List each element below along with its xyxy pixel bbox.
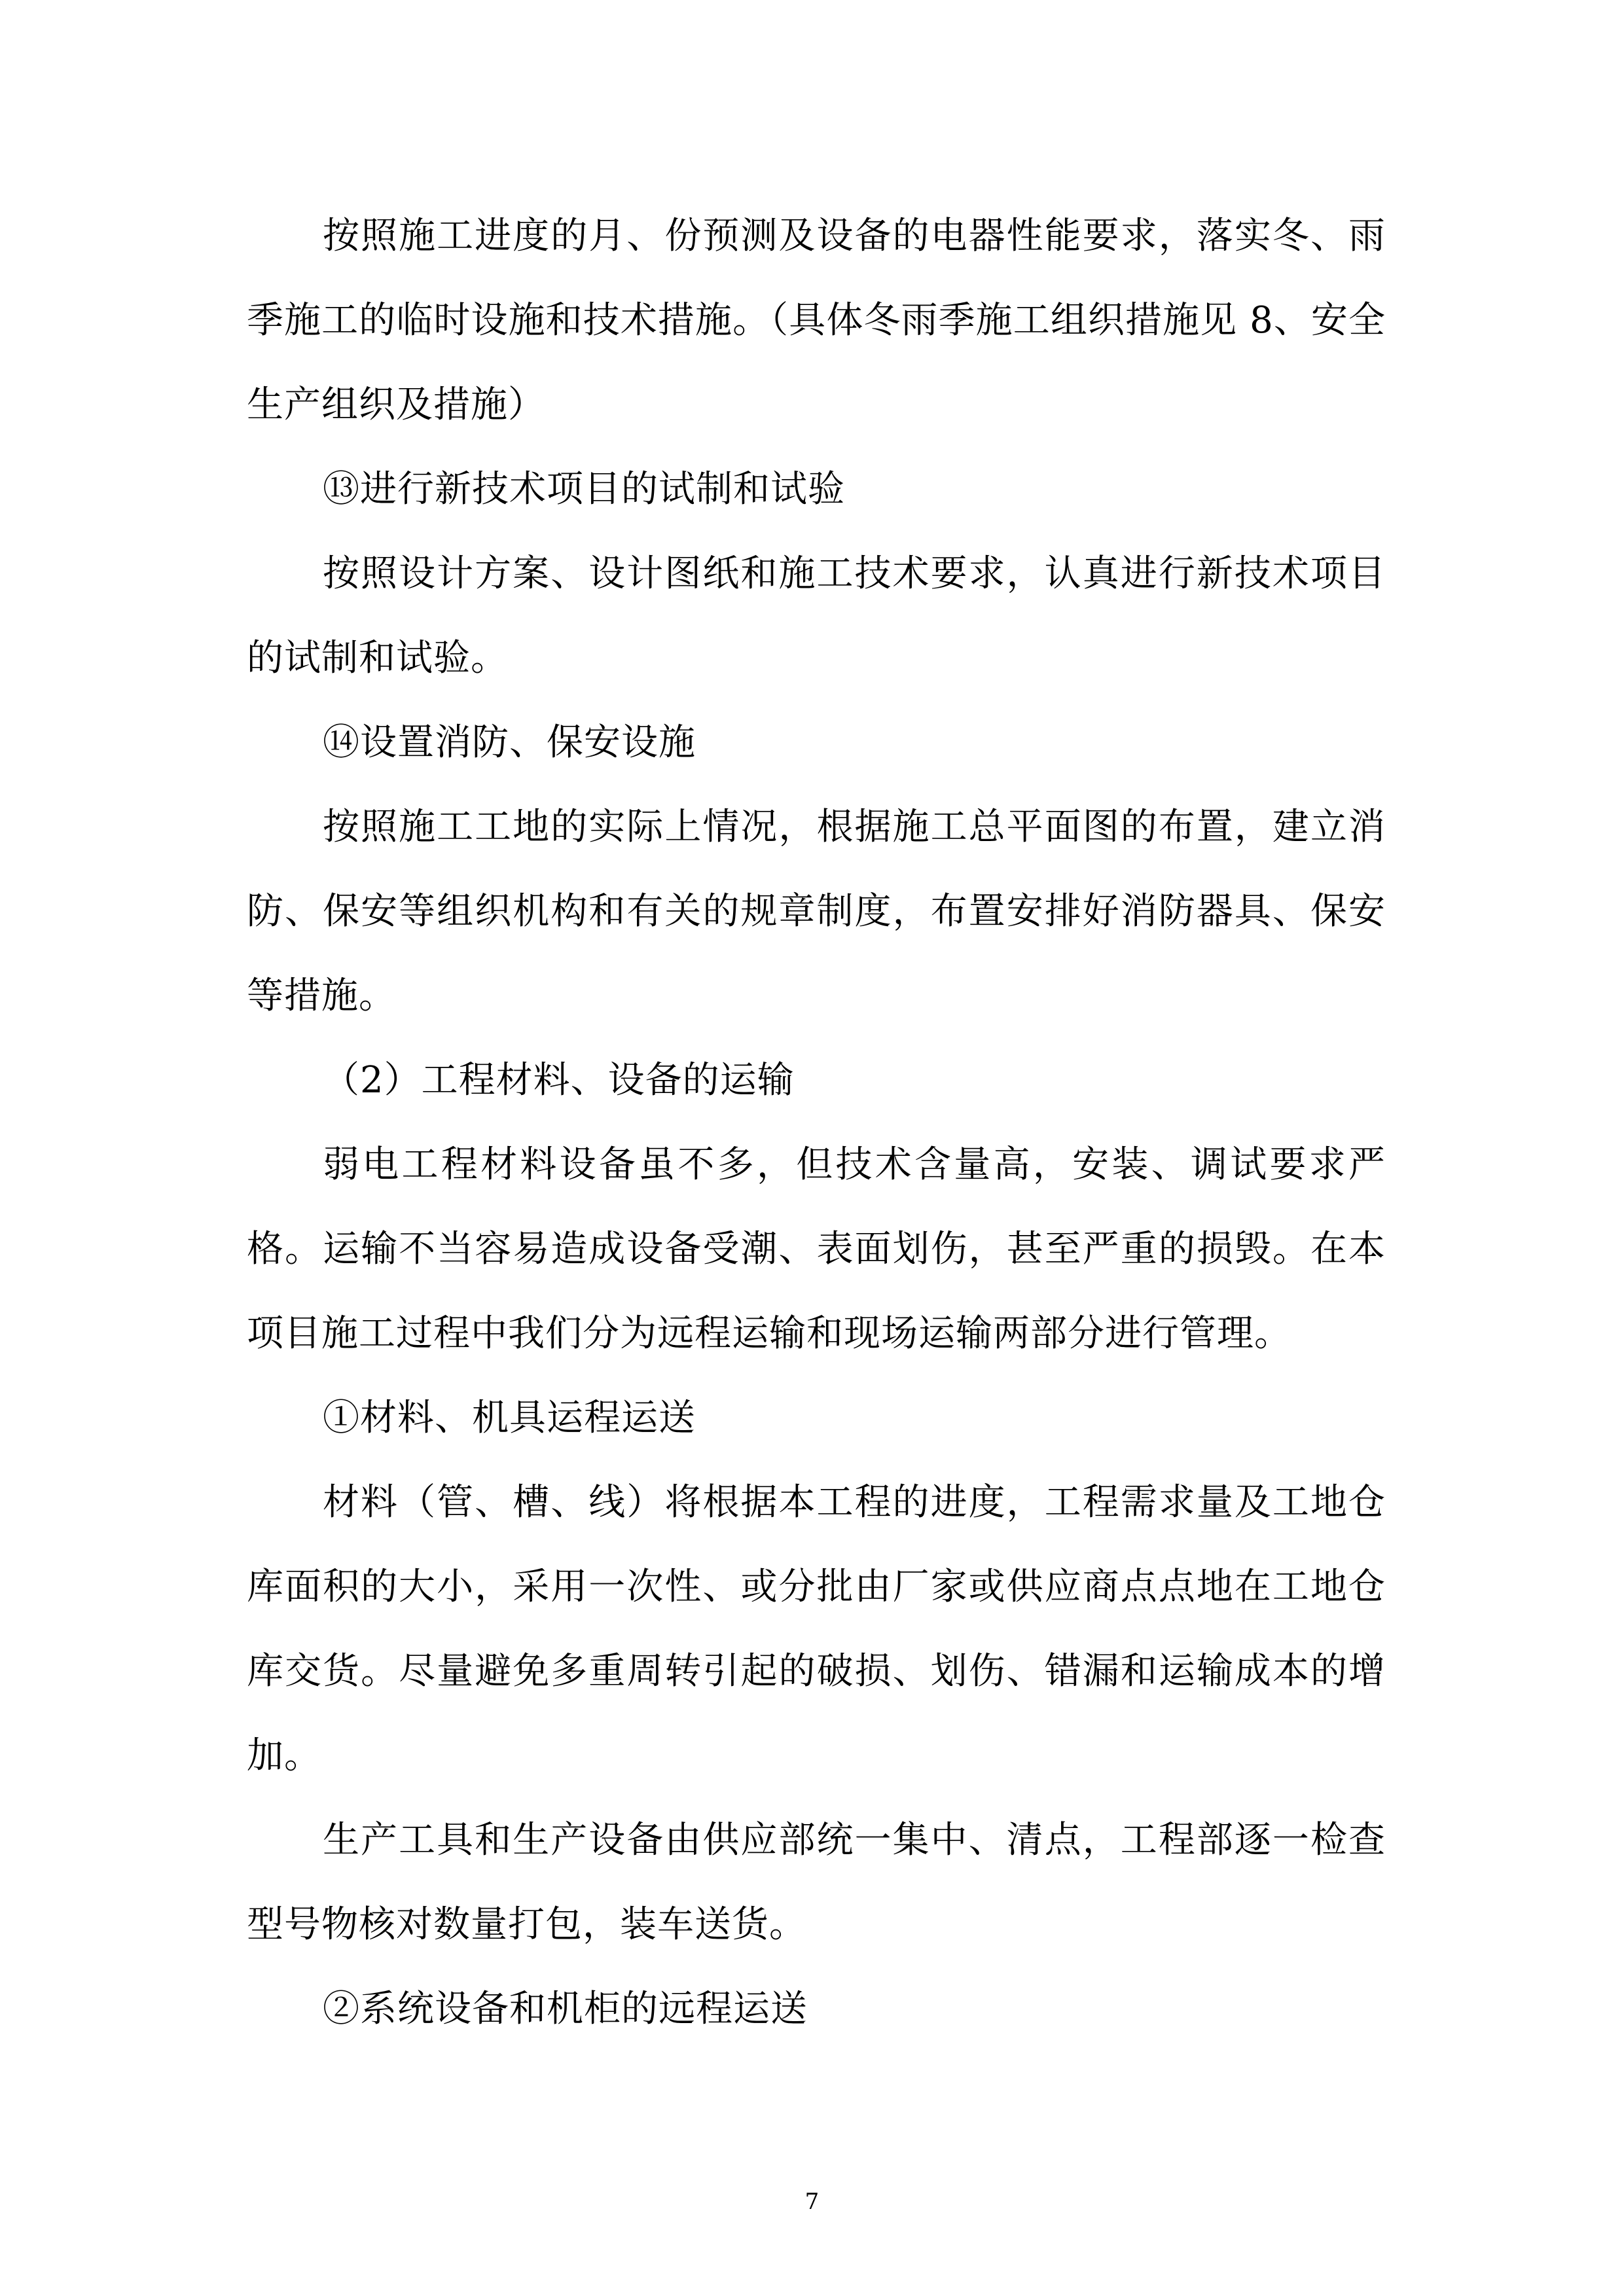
paragraph-fire-security-facilities: 按照施工工地的实际上情况，根据施工总平面图的布置，建立消防、保安等组织机构和有关的规章制度，布置安排好消防器具、保安等措施。 xyxy=(247,806,1386,1017)
heading-material-equipment-transport: （2）工程材料、设备的运输 xyxy=(323,1059,795,1102)
heading-system-cabinet-delivery: ②系统设备和机柜的远程运送 xyxy=(323,1988,808,2030)
heading-material-tool-delivery: ①材料、机具运程运送 xyxy=(323,1397,696,1439)
paragraph-winter-rain-measures: 按照施工进度的月、份预测及设备的电器性能要求，落实冬、雨季施工的临时设施和技术措施。（具体冬雨季施工组织措施见 8、安全生产组织及措施） xyxy=(247,215,1386,426)
page-number: 7 xyxy=(804,2189,820,2215)
paragraph-material-delivery: 材料（管、槽、线）将根据本工程的进度，工程需求量及工地仓库面积的大小，采用一次性、或分批由厂家或供应商点点地在工地仓库交货。尽量避免多重周转引起的破损、划伤、错漏和运输成本的增加。 xyxy=(247,1481,1386,1777)
paragraph-transport-overview: 弱电工程材料设备虽不多，但技术含量高，安装、调试要求严格。运输不当容易造成设备受潮、表面划伤，甚至严重的损毁。在本项目施工过程中我们分为远程运输和现场运输两部分进行管理。 xyxy=(247,1143,1386,1355)
heading-fire-security-facilities: ⑭设置消防、保安设施 xyxy=(323,721,696,764)
paragraph-new-technology-trial: 按照设计方案、设计图纸和施工技术要求，认真进行新技术项目的试制和试验。 xyxy=(247,552,1386,679)
heading-new-technology-trial: ⑬进行新技术项目的试制和试验 xyxy=(323,468,845,511)
paragraph-tool-equipment-delivery: 生产工具和生产设备由供应部统一集中、清点，工程部逐一检查型号物核对数量打包，装车送货。 xyxy=(247,1819,1386,1946)
body-text xyxy=(247,194,1386,2051)
